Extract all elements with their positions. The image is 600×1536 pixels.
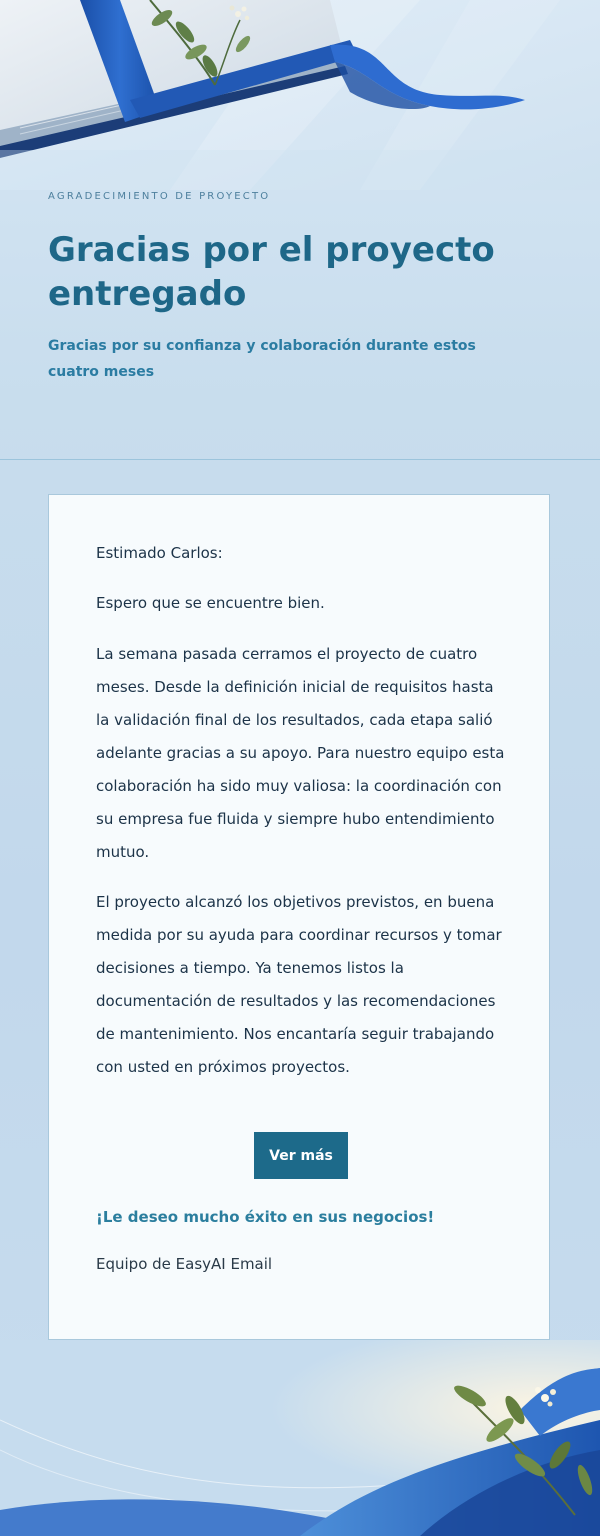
- page-title: Gracias por el proyecto entregado: [48, 230, 495, 314]
- see-more-button[interactable]: Ver más: [254, 1132, 348, 1179]
- header-divider: [0, 459, 600, 460]
- greeting: Estimado Carlos:: [96, 544, 223, 562]
- eyebrow-label: AGRADECIMIENTO DE PROYECTO: [48, 191, 271, 202]
- closing-line: ¡Le deseo mucho éxito en sus negocios!: [96, 1208, 435, 1226]
- letter-paragraph: La semana pasada cerramos el proyecto de cuatro meses. Desde la definición inicial de requisitos hasta la validación final de los resultados, cada etapa salió adelante gracias a su apoyo. Para nuestro equipo esta colaboración ha sido muy valiosa: la coordinación con su empresa fue fluida y siempre hubo entendimiento mutuo.: [96, 645, 505, 861]
- signature: Equipo de EasyAI Email: [96, 1255, 273, 1273]
- intro-line: Espero que se encuentre bien.: [96, 594, 325, 612]
- ribbon-leaves-illustration: [0, 1340, 600, 1536]
- letter-paragraph: El proyecto alcanzó los objetivos previstos, en buena medida por su ayuda para coordinar recursos y tomar decisiones a tiempo. Ya tenemos listos la documentación de resultados y las recomendaciones de mantenimiento. Nos encantaría seguir trabajando con usted en próximos proyectos.: [96, 893, 502, 1076]
- letter-card: [48, 494, 550, 1340]
- book-ribbon-illustration: [0, 0, 600, 190]
- page-subtitle: Gracias por su confianza y colaboración durante estos cuatro meses: [48, 338, 476, 380]
